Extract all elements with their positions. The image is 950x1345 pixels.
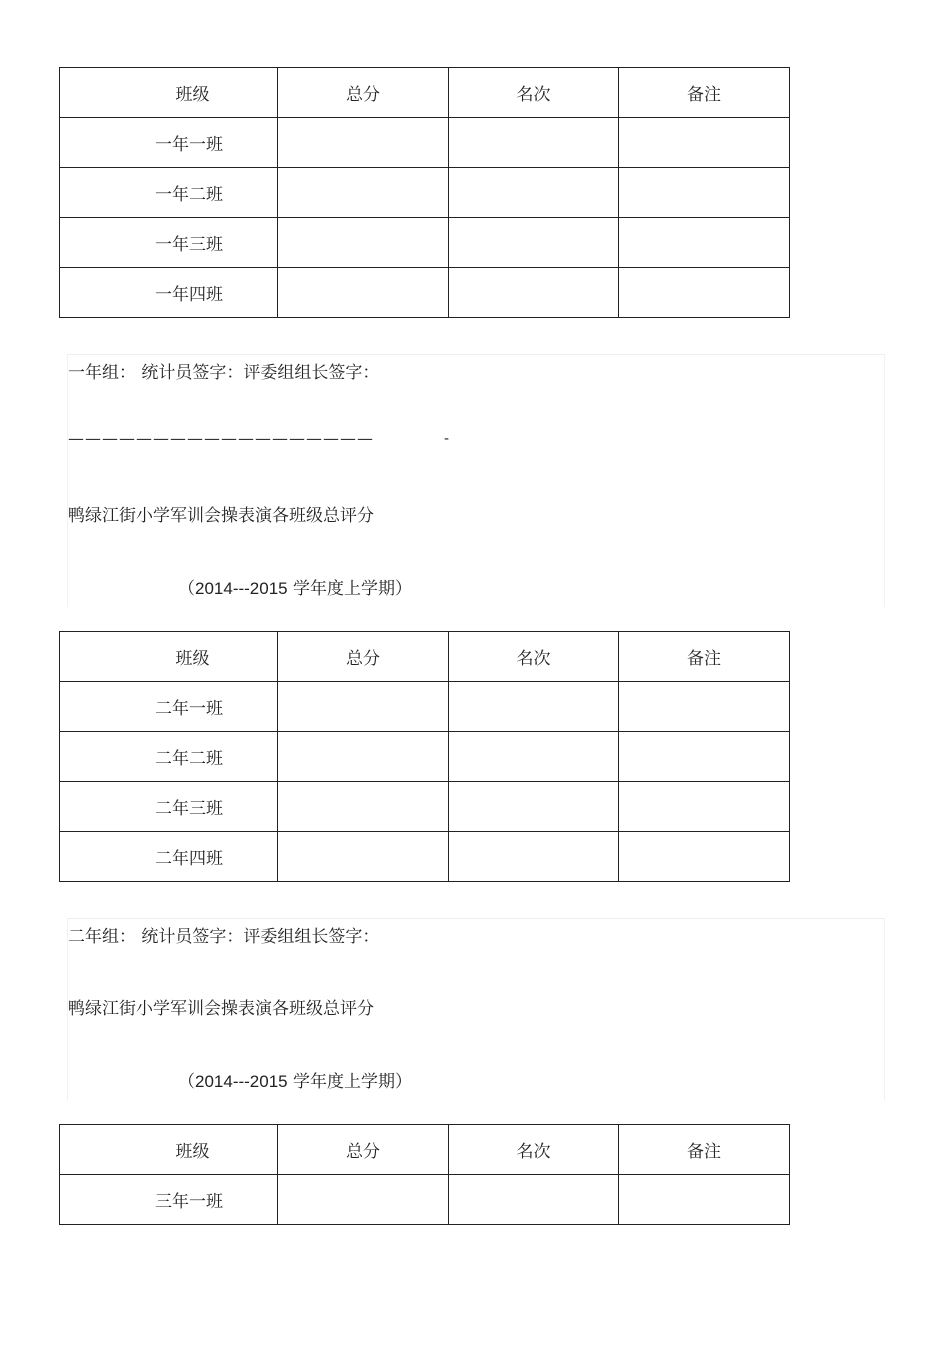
class-name-cell: 二年一班 xyxy=(60,682,278,732)
remarks-cell xyxy=(619,782,790,832)
remarks-cell xyxy=(619,832,790,882)
class-name-cell: 三年一班 xyxy=(60,1175,278,1225)
rank-cell xyxy=(449,1175,619,1225)
total-score-cell xyxy=(278,682,449,732)
table-row xyxy=(60,682,790,732)
signature-line: 二年组： 统计员签字：评委组组长签字： xyxy=(68,927,380,947)
signature-block-grade-1 xyxy=(67,354,885,607)
rank-cell xyxy=(449,218,619,268)
table-row xyxy=(60,218,790,268)
remarks-cell xyxy=(619,1175,790,1225)
term-open-paren: （ xyxy=(178,579,195,599)
section-title: 鸭绿江街小学军训会操表演各班级总评分 xyxy=(68,506,374,526)
header-remarks: 备注 xyxy=(619,1125,790,1175)
term-years: 2014---2015 xyxy=(195,579,288,598)
total-score-cell xyxy=(278,218,449,268)
class-name-cell: 二年二班 xyxy=(60,732,278,782)
signature-block-grade-2 xyxy=(67,918,885,1101)
total-score-cell xyxy=(278,1175,449,1225)
term-years: 2014---2015 xyxy=(195,1072,288,1091)
remarks-cell xyxy=(619,168,790,218)
table-row xyxy=(60,118,790,168)
header-remarks: 备注 xyxy=(619,632,790,682)
table-header-row xyxy=(60,632,790,682)
table-row xyxy=(60,1175,790,1225)
header-class: 班级 xyxy=(60,632,278,682)
total-score-cell xyxy=(278,832,449,882)
header-class: 班级 xyxy=(60,68,278,118)
header-rank: 名次 xyxy=(449,68,619,118)
remarks-cell xyxy=(619,268,790,318)
header-total-score: 总分 xyxy=(278,1125,449,1175)
rank-cell xyxy=(449,268,619,318)
header-rank: 名次 xyxy=(449,632,619,682)
table-row xyxy=(60,168,790,218)
separator-dash-end: - xyxy=(444,431,450,447)
class-name-cell: 二年四班 xyxy=(60,832,278,882)
total-score-cell xyxy=(278,268,449,318)
rank-cell xyxy=(449,118,619,168)
remarks-cell xyxy=(619,118,790,168)
table-header-row xyxy=(60,68,790,118)
score-table-grade-2 xyxy=(59,631,790,882)
school-term xyxy=(178,574,412,599)
remarks-cell xyxy=(619,218,790,268)
term-label: 学年度上学期） xyxy=(287,1072,413,1092)
class-name-cell: 一年二班 xyxy=(60,168,278,218)
rank-cell xyxy=(449,732,619,782)
rank-cell xyxy=(449,168,619,218)
class-name-cell: 一年一班 xyxy=(60,118,278,168)
total-score-cell xyxy=(278,782,449,832)
class-name-cell: 二年三班 xyxy=(60,782,278,832)
header-total-score: 总分 xyxy=(278,632,449,682)
rank-cell xyxy=(449,832,619,882)
total-score-cell xyxy=(278,118,449,168)
class-name-cell: 一年三班 xyxy=(60,218,278,268)
table-row xyxy=(60,832,790,882)
header-total-score: 总分 xyxy=(278,68,449,118)
score-table-grade-3 xyxy=(59,1124,790,1225)
rank-cell xyxy=(449,682,619,732)
score-table-grade-1 xyxy=(59,67,790,318)
term-open-paren: （ xyxy=(178,1072,195,1092)
signature-line: 一年组： 统计员签字：评委组组长签字： xyxy=(68,363,380,383)
header-rank: 名次 xyxy=(449,1125,619,1175)
term-label: 学年度上学期） xyxy=(287,579,413,599)
header-class: 班级 xyxy=(60,1125,278,1175)
remarks-cell xyxy=(619,682,790,732)
class-name-cell: 一年四班 xyxy=(60,268,278,318)
total-score-cell xyxy=(278,168,449,218)
table-row xyxy=(60,268,790,318)
rank-cell xyxy=(449,782,619,832)
separator-dashes: —————————————————— xyxy=(68,429,374,448)
table-header-row xyxy=(60,1125,790,1175)
remarks-cell xyxy=(619,732,790,782)
header-remarks: 备注 xyxy=(619,68,790,118)
section-title: 鸭绿江街小学军训会操表演各班级总评分 xyxy=(68,999,374,1019)
table-row xyxy=(60,782,790,832)
total-score-cell xyxy=(278,732,449,782)
table-row xyxy=(60,732,790,782)
school-term xyxy=(178,1067,412,1092)
